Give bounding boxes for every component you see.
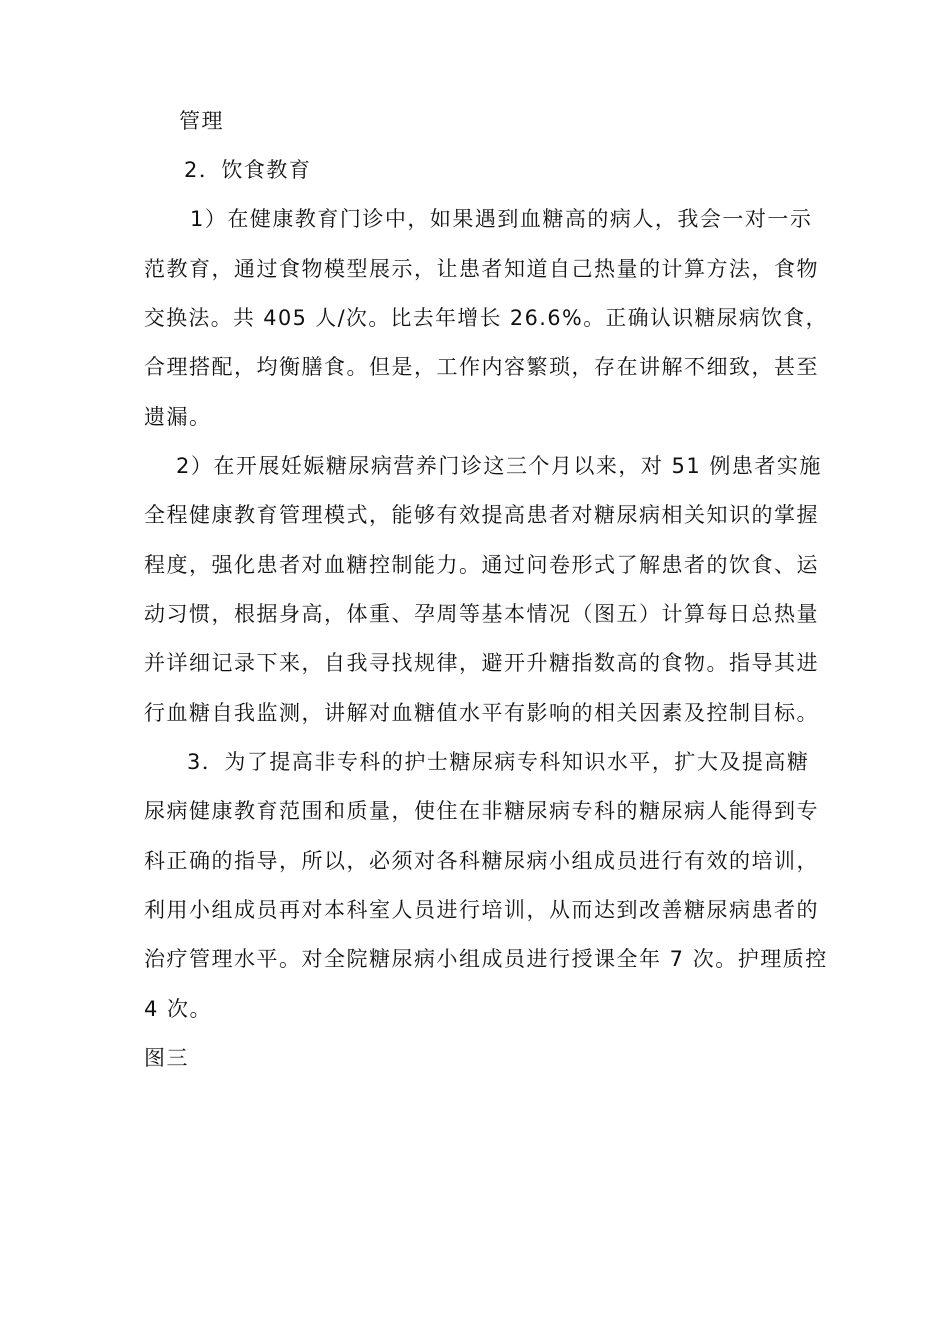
text-line-11: 动习惯，根据身高，体重、孕周等基本情况（图五）计算每日总热量 (144, 602, 819, 626)
text-line-4: 范教育，通过食物模型展示，让患者知道自己热量的计算方法，食物 (144, 257, 819, 281)
text-line-18: 治疗管理水平。对全院糖尿病小组成员进行授课全年 7 次。护理质控 (144, 947, 828, 971)
text-line-6: 合理搭配，均衡膳食。但是，工作内容繁琐，存在讲解不细致，甚至 (144, 355, 819, 379)
text-line-16: 科正确的指导，所以，必须对各科糖尿病小组成员进行有效的培训， (144, 849, 819, 873)
text-line-5: 交换法。共 405 人/次。比去年增长 26.6%。正确认识糖尿病饮食， (144, 306, 828, 330)
text-line-12: 并详细记录下来，自我寻找规律，避开升糖指数高的食物。指导其进 (144, 651, 819, 675)
text-line-13: 行血糖自我监测，讲解对血糖值水平有影响的相关因素及控制目标。 (144, 701, 819, 725)
text-line-3: 1）在健康教育门诊中，如果遇到血糖高的病人，我会一对一示 (190, 207, 813, 231)
text-line-19: 4 次。 (144, 997, 213, 1021)
figure-caption: 图三 (144, 1046, 189, 1070)
text-line-17: 利用小组成员再对本科室人员进行培训，从而达到改善糖尿病患者的 (144, 898, 819, 922)
section-heading-diet-education: 2．饮食教育 (184, 158, 312, 182)
text-line-7: 遗漏。 (144, 405, 212, 429)
text-line-10: 程度，强化患者对血糖控制能力。通过问卷形式了解患者的饮食、运 (144, 553, 819, 577)
text-line-8: 2）在开展妊娠糖尿病营养门诊这三个月以来，对 51 例患者实施 (176, 454, 822, 478)
text-line-9: 全程健康教育管理模式，能够有效提高患者对糖尿病相关知识的掌握 (144, 503, 819, 527)
text-line-1: 管理 (179, 109, 224, 133)
text-line-15: 尿病健康教育范围和质量，使住在非糖尿病专科的糖尿病人能得到专 (144, 799, 819, 823)
section-heading-nurse-training: 3．为了提高非专科的护士糖尿病专科知识水平，扩大及提高糖 (187, 750, 810, 774)
